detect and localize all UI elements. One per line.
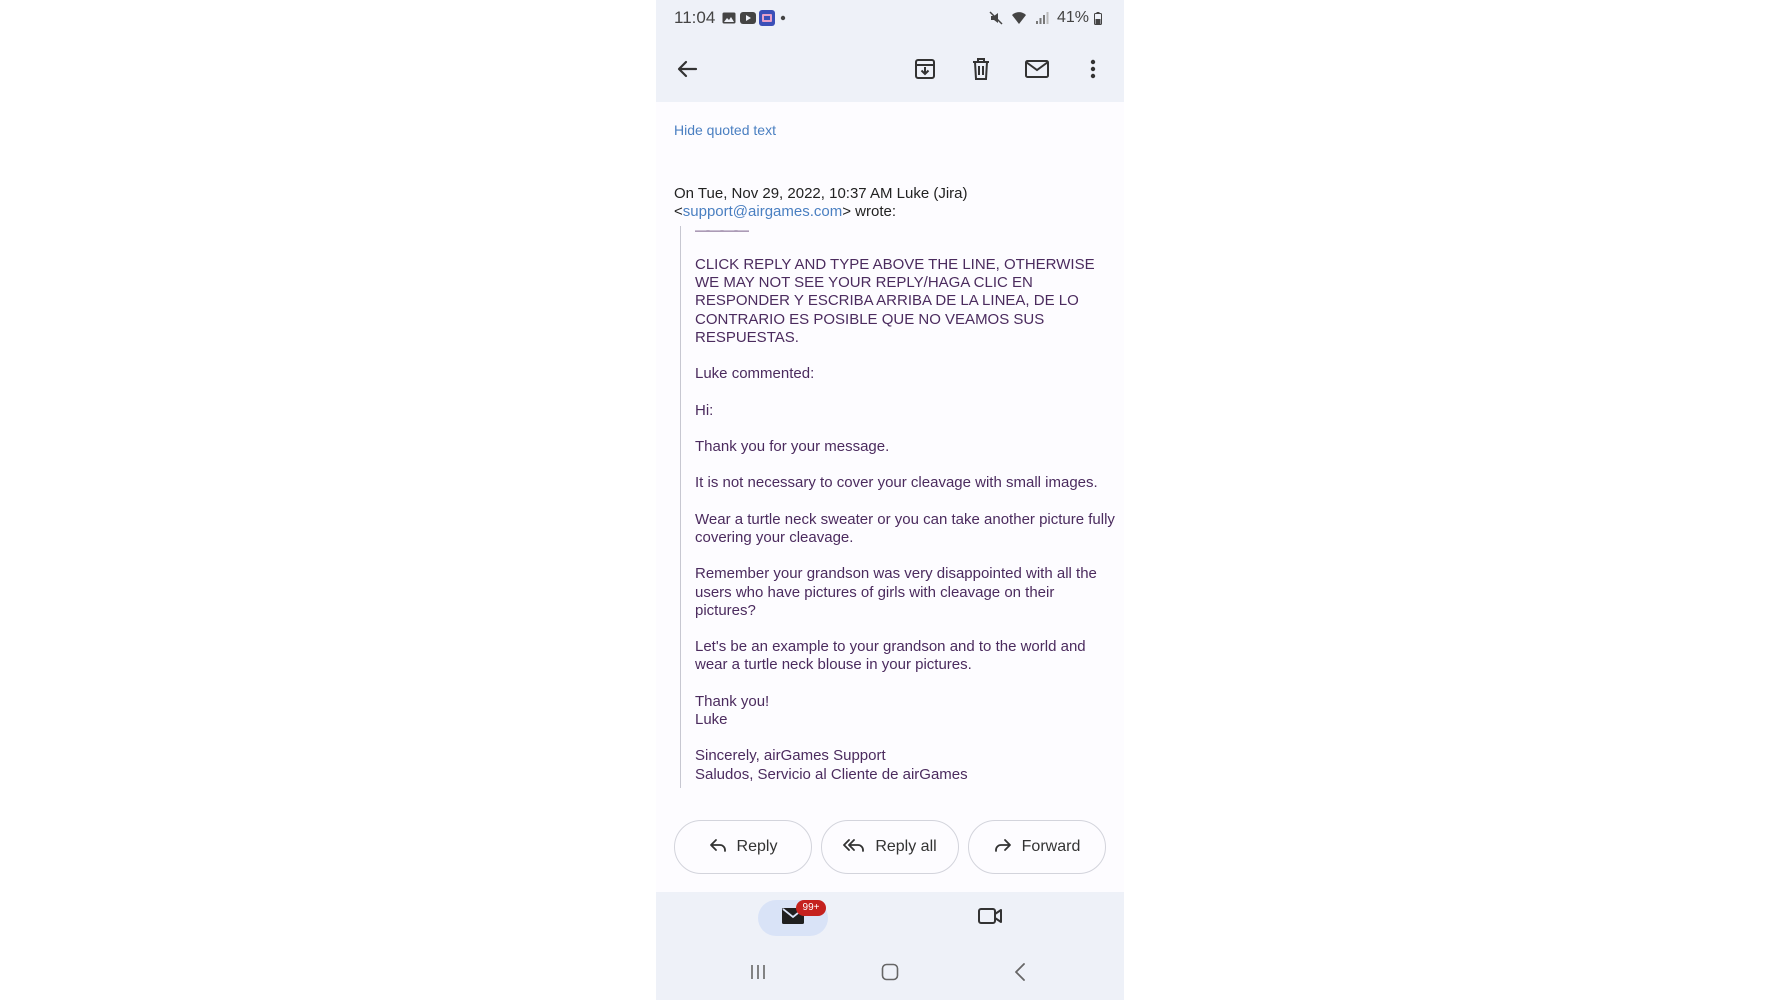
youtube-icon bbox=[740, 11, 756, 25]
paragraph: Thank you! Luke bbox=[695, 692, 770, 728]
reply-all-icon bbox=[843, 837, 865, 858]
status-bar bbox=[656, 0, 1124, 36]
separator-dashes: —-—-—-— bbox=[695, 223, 748, 237]
back-arrow-icon[interactable] bbox=[674, 56, 700, 82]
mark-unread-icon[interactable] bbox=[1024, 56, 1050, 82]
unread-count-badge: 99+ bbox=[796, 900, 826, 916]
status-time: 11:04 bbox=[674, 8, 716, 27]
quote-header bbox=[674, 185, 1106, 221]
paragraph: Wear a turtle neck sweater or you can take another picture fully covering your cleavage. bbox=[695, 510, 1115, 546]
video-camera-icon bbox=[977, 906, 1003, 931]
phone-screen bbox=[656, 0, 1124, 1000]
battery-percent: 41% bbox=[1056, 9, 1089, 26]
quote-header-lt: < bbox=[674, 203, 683, 220]
more-vert-icon[interactable] bbox=[1080, 56, 1106, 82]
quoted-message bbox=[680, 223, 1115, 788]
paragraph: CLICK REPLY AND TYPE ABOVE THE LINE, OTHERWISE WE MAY NOT SEE YOUR REPLY/HAGA CLIC EN RESPONDER Y ESCRIBA ARRIBA DE LA LINEA, DE LO CONTRARIO ES POSIBLE QUE NO VEAMOS SUS RESPUESTAS. bbox=[695, 256, 1095, 346]
reply-icon bbox=[709, 837, 727, 858]
paragraph: Luke commented: bbox=[695, 365, 815, 383]
quote-header-date: On Tue, Nov 29, 2022, 10:37 AM Luke (Jira) bbox=[674, 185, 968, 202]
battery-icon bbox=[1093, 11, 1103, 25]
wifi-icon bbox=[1011, 11, 1027, 25]
paragraph: Remember your grandson was very disappointed with all the users who have pictures of girls with cleavage on their pictures? bbox=[695, 565, 1097, 619]
signal-icon bbox=[1034, 11, 1050, 25]
message-actions bbox=[674, 820, 1106, 874]
bottom-navigation bbox=[656, 892, 1124, 1000]
quoted-body bbox=[695, 256, 1115, 784]
app-icon bbox=[759, 11, 775, 25]
archive-icon[interactable] bbox=[912, 56, 938, 82]
reply-all-label: Reply all bbox=[875, 838, 937, 855]
forward-icon bbox=[994, 837, 1012, 858]
quote-header-wrote: > wrote: bbox=[842, 203, 897, 220]
reply-all-button[interactable] bbox=[821, 820, 959, 874]
delete-icon[interactable] bbox=[968, 56, 994, 82]
paragraph: Sincerely, airGames Support Saludos, Servicio al Cliente de airGames bbox=[695, 747, 968, 783]
system-back-icon[interactable] bbox=[1000, 952, 1040, 992]
gallery-icon bbox=[721, 11, 737, 25]
home-icon[interactable] bbox=[870, 952, 910, 992]
paragraph: It is not necessary to cover your cleavage with small images. bbox=[695, 474, 1098, 492]
reply-button[interactable] bbox=[674, 820, 812, 874]
recents-icon[interactable] bbox=[738, 952, 778, 992]
hide-quoted-link[interactable]: Hide quoted text bbox=[674, 122, 776, 138]
app-toolbar bbox=[656, 36, 1124, 102]
mute-icon bbox=[988, 11, 1004, 25]
dot-icon bbox=[778, 11, 788, 25]
paragraph: Thank you for your message. bbox=[695, 437, 890, 455]
sender-email-link[interactable]: support@airgames.com bbox=[682, 203, 843, 220]
reply-label: Reply bbox=[736, 838, 778, 855]
nav-meet-tab[interactable] bbox=[974, 902, 1006, 934]
forward-label: Forward bbox=[1021, 838, 1081, 855]
system-navigation bbox=[656, 952, 1124, 992]
forward-button[interactable] bbox=[968, 820, 1106, 874]
paragraph: Hi: bbox=[695, 401, 714, 419]
paragraph: Let's be an example to your grandson and to the world and wear a turtle neck blouse in your pictures. bbox=[695, 638, 1086, 674]
